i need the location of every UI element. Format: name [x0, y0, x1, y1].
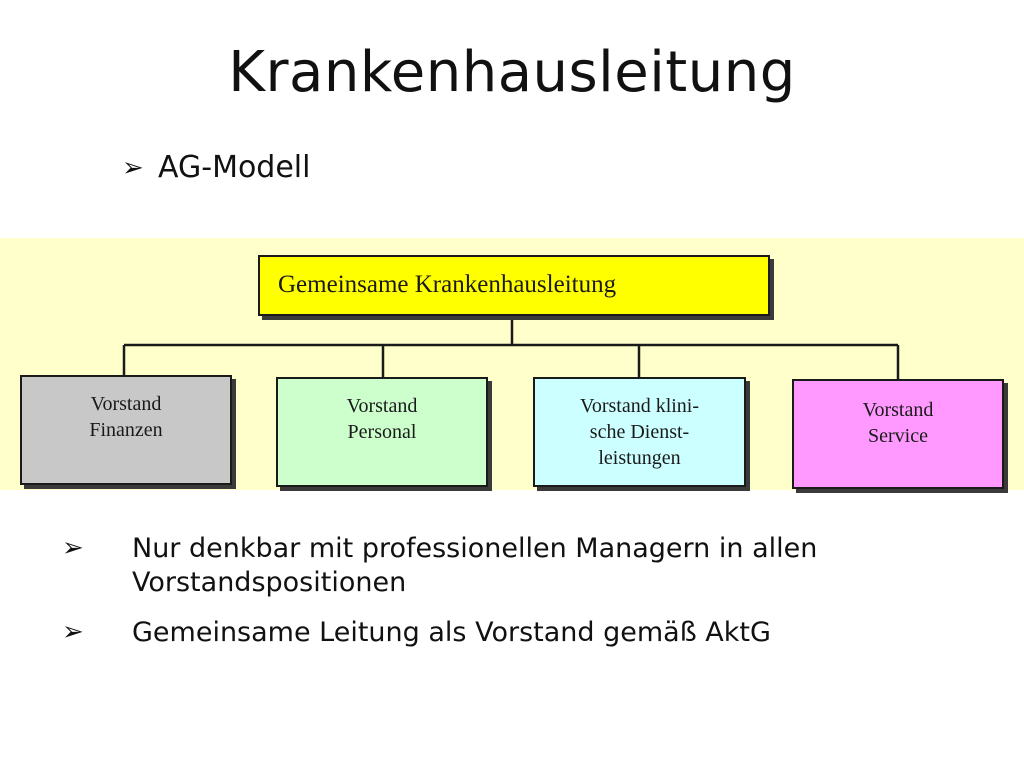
box-label: Vorstand Personal	[346, 395, 418, 443]
org-chart-panel	[0, 238, 1024, 490]
bullet-list	[62, 532, 962, 665]
bullet-text: Gemeinsame Leitung als Vorstand gemäß AktG	[132, 616, 771, 648]
bullet-item	[62, 532, 962, 600]
box-vorstand-klinische-dienstleistungen	[533, 377, 746, 487]
bullet-item	[62, 616, 962, 650]
box-label: Vorstand Finanzen	[89, 393, 163, 441]
slide-title: Krankenhausleitung	[228, 40, 796, 105]
bullet-text: Nur denkbar mit professionellen Managern in allen Vorstandspositionen	[132, 533, 818, 598]
subtitle-text: AG-Modell	[158, 150, 311, 185]
box-vorstand-service	[792, 379, 1004, 489]
box-vorstand-finanzen	[20, 375, 232, 485]
arrow-bullet-icon: ➢	[62, 616, 84, 647]
subtitle-row	[122, 150, 310, 185]
box-label: Vorstand Service	[862, 399, 934, 447]
box-label: Vorstand klini- sche Dienst- leistungen	[579, 395, 700, 469]
box-gemeinsame-krankenhausleitung	[258, 255, 770, 316]
box-label: Gemeinsame Krankenhausleitung	[278, 271, 617, 299]
box-vorstand-personal	[276, 377, 488, 487]
arrow-bullet-icon: ➢	[62, 533, 84, 563]
arrow-bullet-icon: ➢	[122, 152, 144, 183]
